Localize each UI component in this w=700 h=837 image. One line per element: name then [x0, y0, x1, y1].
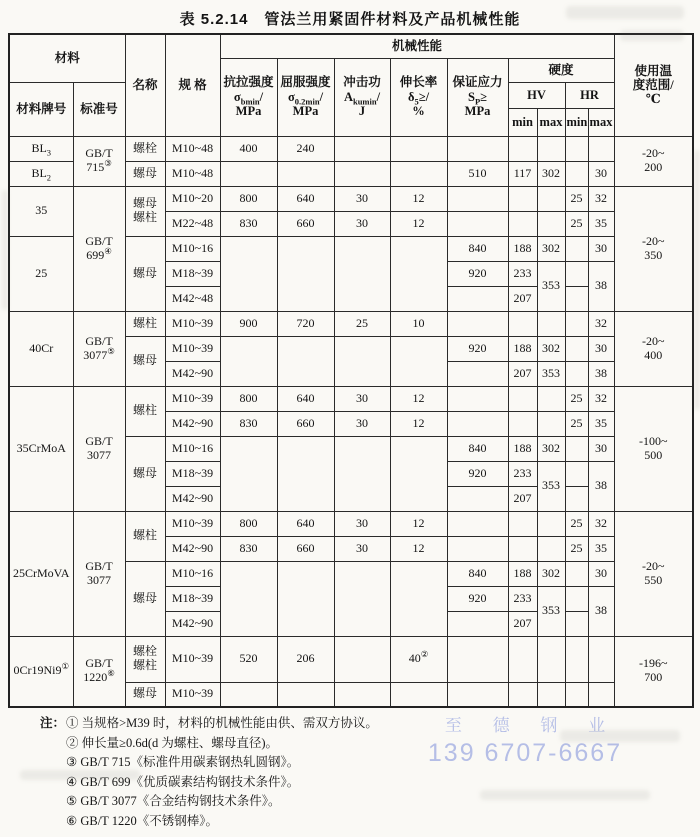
cell-spec: M42~48	[165, 286, 220, 311]
scan-smudge	[480, 790, 650, 800]
header-hr-min: min	[565, 108, 588, 136]
cell-empty	[565, 286, 588, 311]
cell-proof-stress: 840	[447, 436, 508, 461]
scan-smudge	[566, 6, 684, 19]
cell-spec: M10~39	[165, 386, 220, 411]
header-mechanical-properties: 机械性能	[220, 34, 614, 58]
footnote-4: ④ GB/T 699《优质碳素结构钢技术条件》。	[66, 774, 300, 789]
cell-yield: 640	[277, 511, 334, 536]
cell-hv-min: 188	[508, 236, 537, 261]
cell-hv-max: 353	[537, 361, 565, 386]
cell-name: 螺母	[125, 436, 165, 511]
footnote-3: ③ GB/T 715《标准件用碳素钢热轧圆钢》。	[66, 755, 300, 769]
footnote-5: ⑤ GB/T 3077《合金结构钢技术条件》。	[66, 794, 281, 808]
cell-hv-min: 233	[508, 586, 537, 611]
cell-empty	[447, 361, 508, 386]
cell-tensile: 830	[220, 211, 277, 236]
cell-empty	[447, 611, 508, 636]
header-material: 材料	[9, 34, 125, 82]
cell-empty	[565, 561, 588, 586]
cell-empty	[565, 161, 588, 186]
cell-empty	[390, 436, 447, 511]
cell-spec: M18~39	[165, 586, 220, 611]
cell-empty	[565, 261, 588, 286]
cell-empty	[508, 186, 537, 211]
cell-empty	[277, 336, 334, 386]
header-hv-max: max	[537, 108, 565, 136]
cell-grade: $BL_3$	[9, 136, 73, 161]
cell-elongation: 12	[390, 511, 447, 536]
cell-name: 螺母	[125, 336, 165, 386]
cell-hv-max: 302	[537, 161, 565, 186]
cell-empty	[537, 211, 565, 236]
cell-standard: GB/T 1220⑥	[73, 636, 125, 707]
cell-tensile: 900	[220, 311, 277, 336]
header-tensile-strength: 抗拉强度 $\sigma_{bmin}/$ MPa	[220, 58, 277, 136]
cell-empty	[508, 311, 537, 336]
cell-standard: GB/T 715③	[73, 136, 125, 186]
cell-empty	[334, 161, 390, 186]
cell-yield: 660	[277, 211, 334, 236]
cell-empty	[508, 411, 537, 436]
cell-proof-stress: 510	[447, 161, 508, 186]
cell-empty	[220, 336, 277, 386]
cell-empty	[390, 161, 447, 186]
cell-empty	[508, 136, 537, 161]
cell-name: 螺柱	[125, 386, 165, 436]
cell-yield: 206	[277, 636, 334, 682]
cell-hr-max: 30	[588, 236, 614, 261]
cell-proof-stress: 920	[447, 586, 508, 611]
cell-empty	[565, 611, 588, 636]
cell-elongation: 40②	[390, 636, 447, 682]
fastener-properties-table	[8, 33, 694, 708]
cell-empty	[565, 136, 588, 161]
cell-empty	[588, 136, 614, 161]
cell-spec: M10~48	[165, 161, 220, 186]
cell-hr-min: 25	[565, 511, 588, 536]
cell-temp-range: -20~ 550	[614, 511, 693, 636]
cell-spec: M42~90	[165, 411, 220, 436]
cell-empty	[334, 236, 390, 311]
cell-proof-stress: 840	[447, 561, 508, 586]
cell-hv-min: 207	[508, 486, 537, 511]
cell-yield: 640	[277, 386, 334, 411]
cell-tensile: 800	[220, 386, 277, 411]
cell-empty	[508, 682, 537, 707]
cell-name: 螺栓	[125, 136, 165, 161]
table-title: 表 5.2.14 管法兰用紧固件材料及产品机械性能	[179, 11, 521, 28]
cell-hv-max: 302	[537, 436, 565, 461]
cell-empty	[565, 311, 588, 336]
cell-empty	[508, 211, 537, 236]
cell-hr-min: 25	[565, 386, 588, 411]
cell-elongation: 12	[390, 411, 447, 436]
cell-empty	[447, 486, 508, 511]
cell-hr-max: 30	[588, 161, 614, 186]
cell-name: 螺母	[125, 236, 165, 311]
table-row	[9, 186, 693, 211]
cell-empty	[508, 536, 537, 561]
cell-temp-range: -196~ 700	[614, 636, 693, 707]
cell-hv-min: 233	[508, 461, 537, 486]
cell-empty	[537, 311, 565, 336]
cell-hr-max: 32	[588, 386, 614, 411]
cell-name: 螺母	[125, 561, 165, 636]
cell-empty	[277, 236, 334, 311]
cell-hv-min: 117	[508, 161, 537, 186]
cell-hv-min: 233	[508, 261, 537, 286]
header-yield-strength: 屈服强度 $\sigma_{0.2min}/$ MPa	[277, 58, 334, 136]
cell-hv-min: 188	[508, 436, 537, 461]
cell-spec: M10~16	[165, 236, 220, 261]
header-service-temperature: 使用温 度范围/ ℃	[614, 34, 693, 136]
header-elongation: 伸长率 $\delta_5\ge/$ %	[390, 58, 447, 136]
cell-empty	[565, 636, 588, 682]
cell-grade: 35	[9, 186, 73, 236]
cell-hr-max: 35	[588, 211, 614, 236]
cell-empty	[447, 286, 508, 311]
cell-empty	[277, 682, 334, 707]
cell-tensile: 800	[220, 186, 277, 211]
cell-standard: GB/T 699④	[73, 186, 125, 311]
cell-spec: M10~39	[165, 682, 220, 707]
watermark-phone: 139 6707-6667	[427, 739, 623, 767]
cell-empty	[220, 436, 277, 511]
cell-tensile: 830	[220, 536, 277, 561]
cell-yield: 240	[277, 136, 334, 161]
scan-smudge	[560, 730, 680, 742]
cell-empty	[390, 682, 447, 707]
header-name: 名称	[125, 34, 165, 136]
cell-empty	[334, 636, 390, 682]
cell-hr-max: 30	[588, 436, 614, 461]
cell-empty	[447, 386, 508, 411]
cell-empty	[334, 682, 390, 707]
cell-empty	[390, 136, 447, 161]
cell-empty	[447, 636, 508, 682]
cell-empty	[447, 536, 508, 561]
cell-spec: M42~90	[165, 361, 220, 386]
cell-spec: M18~39	[165, 461, 220, 486]
cell-spec: M18~39	[165, 261, 220, 286]
header-hr-max: max	[588, 108, 614, 136]
header-proof-stress: 保证应力 $S_P\ge$ MPa	[447, 58, 508, 136]
cell-empty	[334, 336, 390, 386]
cell-empty	[277, 436, 334, 511]
cell-standard: GB/T 3077	[73, 386, 125, 511]
cell-empty	[447, 186, 508, 211]
cell-empty	[508, 511, 537, 536]
cell-empty	[220, 682, 277, 707]
cell-proof-stress: 840	[447, 236, 508, 261]
cell-empty	[220, 236, 277, 311]
cell-empty	[565, 486, 588, 511]
cell-impact: 30	[334, 511, 390, 536]
cell-hr-max: 32	[588, 511, 614, 536]
cell-temp-range: -100~ 500	[614, 386, 693, 511]
cell-spec: M42~90	[165, 611, 220, 636]
watermark-company: 至 德 钢 业	[444, 716, 619, 735]
cell-name: 螺栓 螺柱	[125, 636, 165, 682]
cell-hv-min: 207	[508, 611, 537, 636]
cell-hr-max: 38	[588, 361, 614, 386]
cell-yield: 660	[277, 411, 334, 436]
cell-empty	[390, 561, 447, 636]
cell-grade: 25	[9, 236, 73, 311]
table-row	[9, 511, 693, 536]
cell-impact: 30	[334, 386, 390, 411]
cell-empty	[277, 561, 334, 636]
cell-empty	[565, 436, 588, 461]
cell-empty	[588, 636, 614, 682]
cell-spec: M10~39	[165, 636, 220, 682]
cell-standard: GB/T 3077⑤	[73, 311, 125, 386]
cell-empty	[390, 236, 447, 311]
cell-spec: M22~48	[165, 211, 220, 236]
header-standard-number: 标准号	[73, 82, 125, 136]
cell-hv-max: 302	[537, 561, 565, 586]
cell-tensile: 830	[220, 411, 277, 436]
cell-hv-min: 207	[508, 361, 537, 386]
cell-empty	[390, 336, 447, 386]
cell-empty	[565, 682, 588, 707]
header-hv: HV	[508, 82, 565, 108]
cell-grade: 0Cr19Ni9①	[9, 636, 73, 707]
cell-impact: 25	[334, 311, 390, 336]
cell-empty	[508, 386, 537, 411]
cell-name: 螺母	[125, 161, 165, 186]
cell-hr-max: 38	[588, 586, 614, 636]
cell-hr-max: 35	[588, 536, 614, 561]
cell-proof-stress: 920	[447, 461, 508, 486]
cell-spec: M10~20	[165, 186, 220, 211]
cell-spec: M10~16	[165, 436, 220, 461]
cell-hr-min: 25	[565, 536, 588, 561]
cell-tensile: 520	[220, 636, 277, 682]
header-material-grade: 材料牌号	[9, 82, 73, 136]
footnote-1: ① 当规格>M39 时，材料的机械性能由供、需双方协议。	[66, 716, 378, 730]
cell-yield: 640	[277, 186, 334, 211]
cell-hv-min: 207	[508, 286, 537, 311]
cell-name: 螺母 螺柱	[125, 186, 165, 236]
cell-empty	[537, 636, 565, 682]
cell-grade: 25CrMoVA	[9, 511, 73, 636]
cell-empty	[220, 561, 277, 636]
cell-standard: GB/T 3077	[73, 511, 125, 636]
cell-hr-max: 38	[588, 461, 614, 511]
cell-temp-range: -20~ 400	[614, 311, 693, 386]
cell-hv-max: 353	[537, 261, 565, 311]
footnote-6: ⑥ GB/T 1220《不锈钢棒》。	[66, 813, 218, 828]
cell-empty	[565, 586, 588, 611]
cell-impact: 30	[334, 186, 390, 211]
cell-hr-min: 25	[565, 186, 588, 211]
cell-spec: M10~39	[165, 336, 220, 361]
header-hr: HR	[565, 82, 614, 108]
cell-empty	[537, 386, 565, 411]
cell-empty	[565, 461, 588, 486]
footnotes-label: 注：	[40, 716, 66, 730]
cell-grade: 35CrMoA	[9, 386, 73, 511]
cell-hr-max: 32	[588, 186, 614, 211]
cell-hv-min: 188	[508, 336, 537, 361]
cell-tensile: 800	[220, 511, 277, 536]
cell-empty	[537, 511, 565, 536]
cell-hv-max: 353	[537, 461, 565, 511]
cell-empty	[447, 682, 508, 707]
cell-grade: $BL_2$	[9, 161, 73, 186]
scan-smudge	[694, 150, 700, 410]
cell-hv-max: 302	[537, 236, 565, 261]
cell-hv-max: 353	[537, 586, 565, 636]
cell-impact: 30	[334, 536, 390, 561]
cell-empty	[537, 682, 565, 707]
cell-empty	[447, 511, 508, 536]
header-impact-energy: 冲击功 $A_{kumin}/$ J	[334, 58, 390, 136]
cell-temp-range: -20~ 350	[614, 186, 693, 311]
cell-empty	[447, 311, 508, 336]
cell-spec: M10~16	[165, 561, 220, 586]
cell-hv-max: 302	[537, 336, 565, 361]
cell-empty	[588, 682, 614, 707]
cell-hr-max: 30	[588, 336, 614, 361]
header-spec: 规 格	[165, 34, 220, 136]
table-row	[9, 386, 693, 411]
scan-smudge	[620, 30, 684, 41]
header-hardness: 硬度	[508, 58, 614, 82]
cell-elongation: 12	[390, 386, 447, 411]
cell-temp-range: -20~ 200	[614, 136, 693, 186]
table-row	[9, 136, 693, 161]
cell-hr-min: 25	[565, 411, 588, 436]
cell-yield: 660	[277, 536, 334, 561]
cell-empty	[277, 161, 334, 186]
cell-empty	[334, 436, 390, 511]
header-hv-min: min	[508, 108, 537, 136]
cell-name: 螺母	[125, 682, 165, 707]
cell-spec: M42~90	[165, 486, 220, 511]
cell-empty	[537, 136, 565, 161]
cell-spec: M10~39	[165, 511, 220, 536]
cell-grade: 40Cr	[9, 311, 73, 386]
cell-spec: M42~90	[165, 536, 220, 561]
scan-smudge	[2, 190, 8, 310]
cell-spec: M10~48	[165, 136, 220, 161]
cell-elongation: 12	[390, 211, 447, 236]
cell-name: 螺柱	[125, 511, 165, 561]
cell-hr-max: 30	[588, 561, 614, 586]
cell-empty	[334, 136, 390, 161]
cell-hr-max: 35	[588, 411, 614, 436]
cell-elongation: 10	[390, 311, 447, 336]
cell-empty	[565, 236, 588, 261]
cell-empty	[537, 186, 565, 211]
cell-empty	[537, 411, 565, 436]
cell-empty	[220, 161, 277, 186]
cell-empty	[565, 336, 588, 361]
cell-hr-min: 25	[565, 211, 588, 236]
cell-tensile: 400	[220, 136, 277, 161]
cell-empty	[447, 411, 508, 436]
cell-impact: 30	[334, 211, 390, 236]
cell-empty	[537, 536, 565, 561]
cell-empty	[447, 136, 508, 161]
cell-elongation: 12	[390, 536, 447, 561]
cell-empty	[508, 636, 537, 682]
cell-yield: 720	[277, 311, 334, 336]
cell-empty	[334, 561, 390, 636]
cell-hv-min: 188	[508, 561, 537, 586]
cell-spec: M10~39	[165, 311, 220, 336]
table-row	[9, 311, 693, 336]
cell-impact: 30	[334, 411, 390, 436]
cell-empty	[565, 361, 588, 386]
cell-proof-stress: 920	[447, 261, 508, 286]
cell-hr-max: 32	[588, 311, 614, 336]
scan-smudge	[20, 770, 140, 780]
table-row	[9, 636, 693, 682]
cell-elongation: 12	[390, 186, 447, 211]
footnote-2: ② 伸长量≥0.6d(d 为螺柱、螺母直径)。	[66, 735, 279, 750]
cell-empty	[447, 211, 508, 236]
cell-proof-stress: 920	[447, 336, 508, 361]
cell-name: 螺柱	[125, 311, 165, 336]
cell-hr-max: 38	[588, 261, 614, 311]
